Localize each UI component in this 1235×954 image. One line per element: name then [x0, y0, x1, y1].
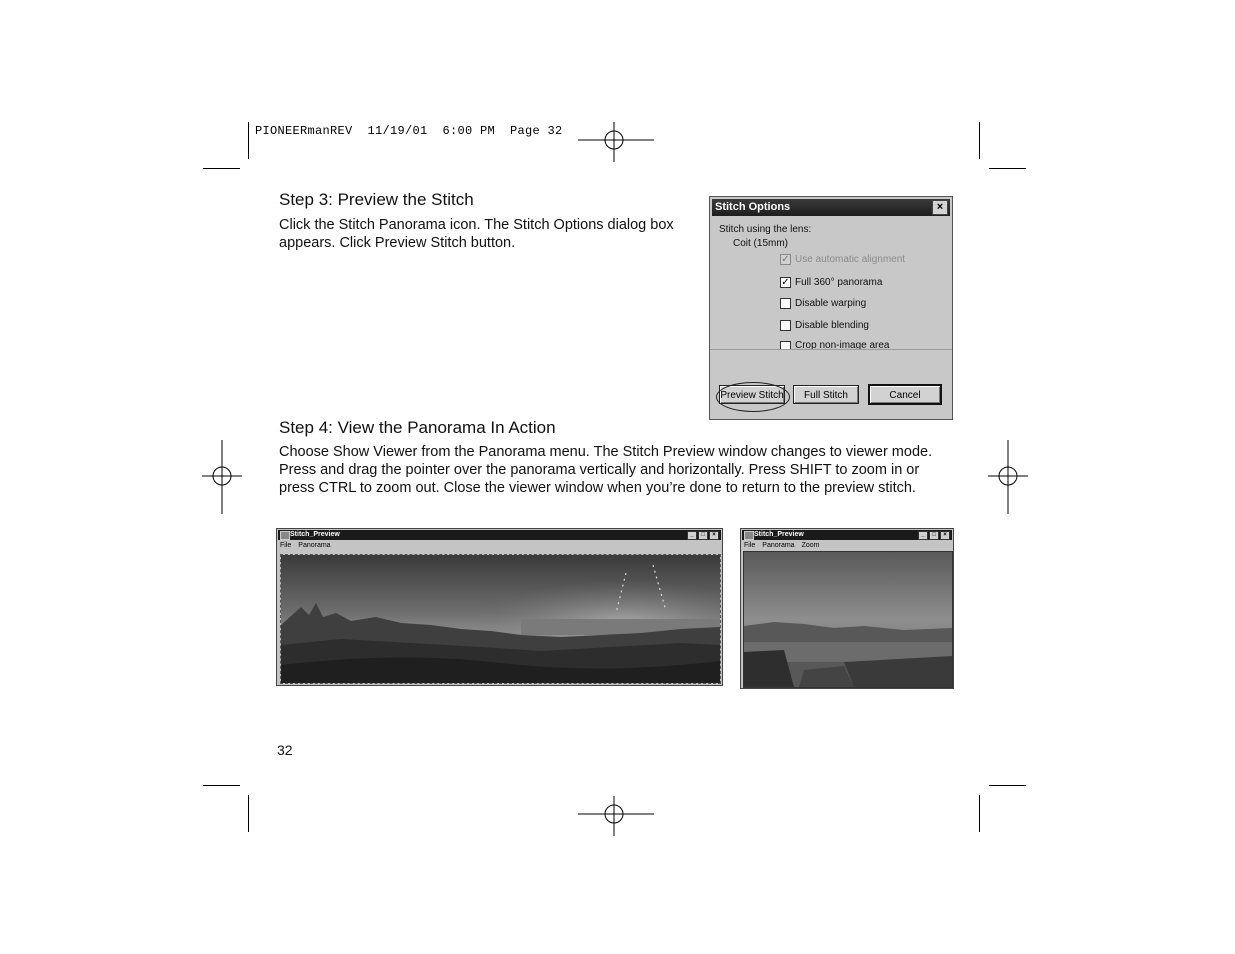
registration-mark-icon [202, 440, 242, 514]
cancel-button[interactable]: Cancel [868, 384, 942, 405]
dialog-title: Stitch Options [715, 201, 791, 213]
crop-mark [248, 795, 249, 832]
crop-mark [979, 122, 980, 159]
menu-panorama[interactable]: Panorama [762, 542, 795, 549]
full-360-label[interactable]: Full 360° panorama [795, 277, 883, 288]
window-title-bar [742, 530, 952, 540]
stitch-options-dialog [709, 196, 953, 420]
highlight-circle [716, 382, 790, 412]
maximize-icon[interactable]: □ [929, 531, 939, 540]
close-icon[interactable]: × [932, 200, 948, 215]
lens-label: Stitch using the lens: [719, 224, 812, 235]
panorama-image[interactable] [280, 554, 721, 684]
window-title: Stitch_Preview [754, 531, 804, 538]
crop-area-checkbox[interactable] [780, 341, 791, 349]
close-icon[interactable]: × [940, 531, 950, 540]
app-icon [280, 531, 290, 540]
menu-bar [744, 542, 826, 549]
maximize-icon[interactable]: □ [698, 531, 708, 540]
step3-line-2: appears. Click Preview Stitch button. [279, 235, 516, 251]
lens-value[interactable]: Coit (15mm) [733, 238, 789, 249]
viewer-window [740, 528, 954, 689]
menu-panorama[interactable]: Panorama [298, 542, 331, 549]
crop-mark [989, 168, 1026, 169]
menu-file[interactable]: File [744, 542, 756, 549]
stitch-preview-window [276, 528, 723, 686]
disable-warping-label[interactable]: Disable warping [795, 298, 867, 309]
viewer-image[interactable] [743, 551, 953, 688]
app-icon [744, 531, 754, 540]
crop-mark [989, 785, 1026, 786]
cropped-region [710, 340, 952, 349]
crop-mark [248, 122, 249, 159]
dialog-title-bar [712, 199, 950, 216]
step3-heading: Step 3: Preview the Stitch [279, 190, 474, 209]
crop-mark [203, 785, 240, 786]
crop-mark [979, 795, 980, 832]
window-title-bar [278, 530, 721, 540]
image-break [710, 349, 952, 350]
registration-mark-icon [578, 122, 654, 162]
step4-line-1: Choose Show Viewer from the Panorama menu. The Stitch Preview window changes to viewer mode. [279, 444, 933, 460]
step4-line-2: Press and drag the pointer over the panorama vertically and horizontally. Press SHIFT to zoom in or [279, 462, 920, 478]
preview-stitch-button[interactable]: Preview Stitch [719, 385, 785, 404]
page-number: 32 [277, 742, 293, 758]
minimize-icon[interactable]: _ [918, 531, 928, 540]
crop-mark [203, 168, 240, 169]
auto-align-label: Use automatic alignment [795, 254, 906, 265]
full-360-checkbox[interactable]: ✓ [781, 277, 790, 288]
viewer-photo [744, 552, 952, 687]
step4-heading: Step 4: View the Panorama In Action [279, 418, 556, 437]
step4-line-3: press CTRL to zoom out. Close the viewer window when you’re done to return to the preview stitch. [279, 480, 916, 496]
disable-warping-checkbox[interactable] [780, 298, 791, 309]
printer-slug: PIONEERmanREV 11/19/01 6:00 PM Page 32 [255, 124, 563, 138]
step3-line-1: Click the Stitch Panorama icon. The Stitch Options dialog box [279, 217, 674, 233]
full-stitch-button[interactable]: Full Stitch [793, 385, 859, 404]
disable-blending-label[interactable]: Disable blending [795, 320, 869, 331]
crop-area-label[interactable]: Crop non-image area [795, 340, 890, 349]
panorama-photo [281, 555, 720, 683]
menu-zoom[interactable]: Zoom [801, 542, 820, 549]
minimize-icon[interactable]: _ [687, 531, 697, 540]
menu-file[interactable]: File [280, 542, 292, 549]
disable-blending-checkbox[interactable] [780, 320, 791, 331]
window-title: Stitch_Preview [290, 531, 340, 538]
auto-align-checkbox: ✓ [781, 254, 790, 265]
registration-mark-icon [578, 796, 654, 836]
registration-mark-icon [988, 440, 1028, 514]
menu-bar [280, 542, 338, 549]
close-icon[interactable]: × [709, 531, 719, 540]
